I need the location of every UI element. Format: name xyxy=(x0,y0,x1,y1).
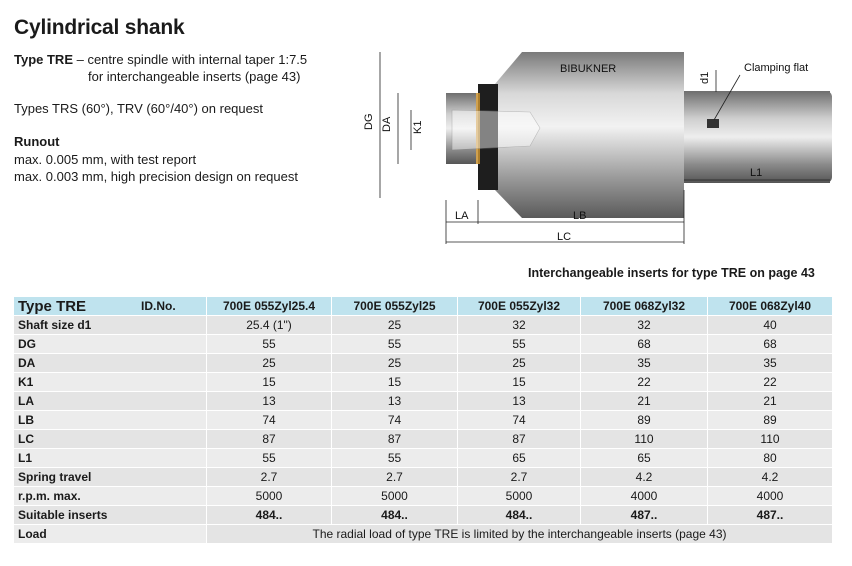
table-cell: 484.. xyxy=(457,506,580,524)
table-cell: 15 xyxy=(331,373,457,391)
table-cell: 15 xyxy=(457,373,580,391)
type-header: Type TRE xyxy=(14,297,137,315)
table-cell: 4000 xyxy=(707,487,832,505)
other-types-note: Types TRS (60°), TRV (60°/40°) on request xyxy=(14,101,263,116)
table-row xyxy=(14,373,832,391)
table-cell: 25 xyxy=(331,316,457,334)
table-row xyxy=(14,335,832,353)
table-row xyxy=(14,506,832,524)
clamping-flat-label: Clamping flat xyxy=(744,62,809,74)
table-row xyxy=(14,316,832,334)
runout-line1: max. 0.005 mm, with test report xyxy=(14,152,197,167)
table-cell: 484.. xyxy=(331,506,457,524)
table-cell: 2.7 xyxy=(206,468,331,486)
table-cell: 4.2 xyxy=(707,468,832,486)
spec-table xyxy=(14,296,832,544)
table-cell: 80 xyxy=(707,449,832,467)
inserts-caption: Interchangeable inserts for type TRE on page 43 xyxy=(528,266,815,280)
row-label: LA xyxy=(14,392,206,410)
table-cell: 15 xyxy=(206,373,331,391)
table-cell: 21 xyxy=(580,392,707,410)
runout-heading: Runout xyxy=(14,134,60,149)
table-cell: 65 xyxy=(457,449,580,467)
row-label: K1 xyxy=(14,373,206,391)
table-cell: 484.. xyxy=(206,506,331,524)
type-description-line2: for interchangeable inserts (page 43) xyxy=(88,69,301,84)
table-cell: 55 xyxy=(457,335,580,353)
table-cell: 5000 xyxy=(206,487,331,505)
table-cell: 25 xyxy=(331,354,457,372)
table-cell: 5000 xyxy=(331,487,457,505)
table-cell: 87 xyxy=(206,430,331,448)
table-cell: 55 xyxy=(331,449,457,467)
table-cell: 89 xyxy=(580,411,707,429)
type-description-text: – centre spindle with internal taper 1:7.5 xyxy=(73,52,308,67)
dim-d1: d1 xyxy=(699,71,711,84)
clamping-flat-mark xyxy=(707,119,719,128)
table-cell: 55 xyxy=(331,335,457,353)
page-title: Cylindrical shank xyxy=(14,16,185,39)
table-cell: 74 xyxy=(457,411,580,429)
runout-line2: max. 0.003 mm, high precision design on request xyxy=(14,169,298,184)
table-row xyxy=(14,487,832,505)
dim-dg: DG xyxy=(363,113,375,130)
table-header-row xyxy=(14,297,832,315)
table-cell: 4.2 xyxy=(580,468,707,486)
column-header: 700E 068Zyl40 xyxy=(707,297,832,315)
brand-text: BIBUKNER xyxy=(560,63,617,75)
table-cell: 65 xyxy=(580,449,707,467)
table-cell: 13 xyxy=(206,392,331,410)
table-cell: 21 xyxy=(707,392,832,410)
dim-lb: LB xyxy=(573,210,587,222)
type-label: Type TRE xyxy=(14,52,73,67)
table-cell: 25.4 (1") xyxy=(206,316,331,334)
table-cell: 35 xyxy=(707,354,832,372)
table-cell: 110 xyxy=(707,430,832,448)
table-cell: 487.. xyxy=(707,506,832,524)
table-cell: 25 xyxy=(457,354,580,372)
row-label: LC xyxy=(14,430,206,448)
table-cell: 35 xyxy=(580,354,707,372)
dim-da: DA xyxy=(381,116,393,132)
row-label: LB xyxy=(14,411,206,429)
row-label: DG xyxy=(14,335,206,353)
table-cell: 55 xyxy=(206,335,331,353)
table-cell: 32 xyxy=(457,316,580,334)
table-cell: 74 xyxy=(206,411,331,429)
table-cell: 55 xyxy=(206,449,331,467)
table-cell: 487.. xyxy=(580,506,707,524)
id-header: ID.No. xyxy=(137,297,206,315)
table-cell: 68 xyxy=(580,335,707,353)
row-label: L1 xyxy=(14,449,206,467)
row-label: r.p.m. max. xyxy=(14,487,206,505)
table-row xyxy=(14,430,832,448)
table-cell: 22 xyxy=(580,373,707,391)
table-cell: 22 xyxy=(707,373,832,391)
table-row xyxy=(14,449,832,467)
table-row xyxy=(14,392,832,410)
column-header: 700E 055Zyl25 xyxy=(331,297,457,315)
dim-la: LA xyxy=(455,210,469,222)
table-cell: 2.7 xyxy=(457,468,580,486)
table-row xyxy=(14,468,832,486)
table-cell: 87 xyxy=(457,430,580,448)
table-cell: 13 xyxy=(457,392,580,410)
column-header: 700E 068Zyl32 xyxy=(580,297,707,315)
table-cell: 74 xyxy=(331,411,457,429)
row-label: DA xyxy=(14,354,206,372)
row-label: Shaft size d1 xyxy=(14,316,206,334)
row-label: Suitable inserts xyxy=(14,506,206,524)
load-text: The radial load of type TRE is limited by the interchangeable inserts (page 43) xyxy=(206,525,832,543)
table-cell: 4000 xyxy=(580,487,707,505)
table-row xyxy=(14,411,832,429)
table-cell: 2.7 xyxy=(331,468,457,486)
type-description xyxy=(14,51,307,68)
table-cell: 110 xyxy=(580,430,707,448)
table-cell: 40 xyxy=(707,316,832,334)
taper-outline xyxy=(452,110,540,150)
column-header: 700E 055Zyl32 xyxy=(457,297,580,315)
table-cell: 25 xyxy=(206,354,331,372)
table-cell: 32 xyxy=(580,316,707,334)
table-row xyxy=(14,354,832,372)
load-row xyxy=(14,525,832,543)
table-cell: 68 xyxy=(707,335,832,353)
dim-k1: K1 xyxy=(412,120,424,134)
table-cell: 13 xyxy=(331,392,457,410)
row-label: Spring travel xyxy=(14,468,206,486)
table-cell: 87 xyxy=(331,430,457,448)
tool-drawing xyxy=(360,30,840,255)
dim-lc: LC xyxy=(557,231,572,243)
load-label: Load xyxy=(14,525,206,543)
table-cell: 89 xyxy=(707,411,832,429)
table-body xyxy=(14,316,832,543)
dim-l1: L1 xyxy=(750,167,763,179)
column-header: 700E 055Zyl25.4 xyxy=(206,297,331,315)
table-cell: 5000 xyxy=(457,487,580,505)
shank-end xyxy=(818,91,832,183)
